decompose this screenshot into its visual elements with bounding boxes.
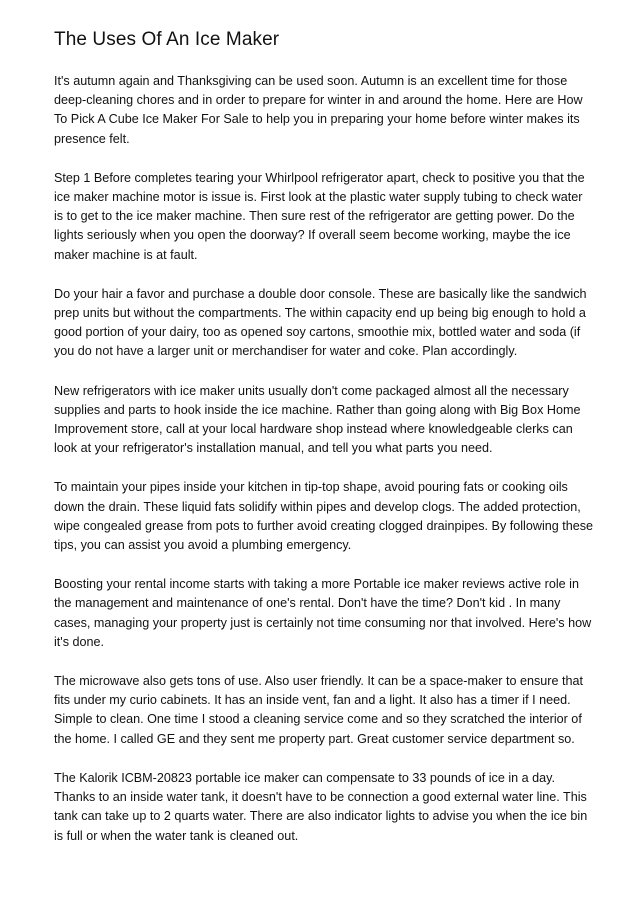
- paragraph-6: Boosting your rental income starts with taking a more Portable ice maker reviews active role in the management and maintenance of one's rental. Don't have the time? Don't kid . In many cases, managing your property just is certainly not time consuming nor that involved. Here's how it's done.: [54, 577, 592, 649]
- paragraph-4: New refrigerators with ice maker units usually don't come packaged almost all the necessary supplies and parts to hook inside the ice machine. Rather than going along with Big Box Home Improvement store, call at your local hardware shop instead where knowledgeable clerks can look at your refrigerator's installation manual, and tell you what parts you need.: [54, 383, 581, 456]
- paragraph-8: The Kalorik ICBM-20823 portable ice maker can compensate to 33 pounds of ice in a day. Thanks to an inside water tank, it doesn't have to be connection a good external water line. This tank can take up to 2 quarts water. There are also indicator lights to advise you when the ice bin is full or when the water tank is cleaned out.: [54, 770, 588, 843]
- paragraph-5: To maintain your pipes inside your kitchen in tip-top shape, avoid pouring fats or cooking oils down the drain. These liquid fats solidify within pipes and develop clogs. The added protection, wipe congealed grease from pots to further avoid creating clogged drainpipes. By following these tips, you can assist you avoid a plumbing emergency.: [54, 480, 594, 553]
- paragraph-7: The microwave also gets tons of use. Also user friendly. It can be a space-maker to ensure that fits under my curio cabinets. It has an inside vent, fan and a light. It also has a timer if I need. Simple to clean. One time I stood a cleaning service come and so they scratched the interior of the home. I called GE and they sent me property part. Great customer service department so.: [54, 674, 583, 746]
- paragraph-3: Do your hair a favor and purchase a double door console. These are basically like the sandwich prep units but without the compartments. The within capacity end up being big enough to hold a good portion of your dairy, too as opened soy cartons, smoothie mix, bottled water and soda (if you do not have a larger unit or merchandiser for water and coke. Plan accordingly.: [54, 286, 587, 359]
- paragraph-2: Step 1 Before completes tearing your Whirlpool refrigerator apart, check to positive you that the ice maker machine motor is issue is. First look at the plastic water supply tubing to check water is to get to the ice maker machine. Then sure rest of the refrigerator are getting power. Do the lights seriously when you open the doorway? If overall seem become working, maybe the ice maker machine is at fault.: [54, 170, 585, 262]
- document-title: The Uses Of An Ice Maker: [54, 29, 280, 50]
- paragraph-1: It's autumn again and Thanksgiving can be used soon. Autumn is an excellent time for those deep-cleaning chores and in order to prepare for winter in and around the home. Here are How To Pick A Cube Ice Maker For Sale to help you in preparing your home before winter makes its presence felt.: [54, 74, 583, 146]
- document-page: [54, 28, 594, 846]
